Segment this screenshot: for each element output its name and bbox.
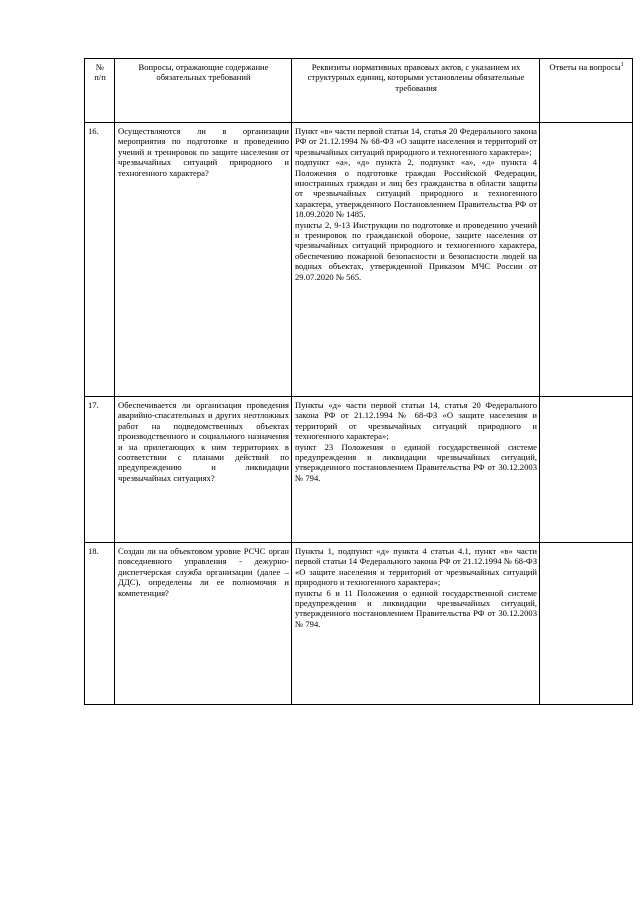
row-question: Обеспечивается ли организация проведения аварийно-спасательных и других неотложных работ на подведомственных объектах производственного и социального назначения и на прилегающих к ним территориях в соответствии с планами действий по предупреждению и ликвидации чрезвычайных ситуациях?	[115, 397, 292, 543]
header-number-line2: п/п	[94, 72, 106, 83]
requisite-paragraph: Пункт «в» части первой статьи 14, статья 20 Федерального закона РФ от 21.12.1994 № 68-ФЗ «О защите населения и территорий от чрезвычайных ситуаций природного и техногенного характера»;	[295, 126, 537, 157]
header-question: Вопросы, отражающие содержание обязательных требований	[115, 59, 292, 123]
table-row	[85, 123, 633, 397]
header-number-line1: №	[95, 62, 105, 72]
row-requisites	[292, 397, 540, 543]
row-question: Осуществляются ли в организации мероприятия по подготовке и проведению учений и тренировок по защите населения от чрезвычайных ситуаций природного и техногенного характера?	[115, 123, 292, 397]
header-answers-footnote: 1	[620, 62, 624, 69]
row-answer	[540, 543, 633, 705]
table-header-row	[85, 59, 633, 123]
requisite-paragraph: пункты 6 и 11 Положения о единой государственной системе предупреждения и ликвидации чрезвычайных ситуаций, утвержденного постановлением Правительства РФ от 30.12.2003 № 794.	[295, 587, 537, 629]
header-answers-label: Ответы на вопросы	[549, 62, 621, 72]
requisite-paragraph: Пункты 1, подпункт «д» пункта 4 статьи 4.1, пункт «в» части первой статьи 14 Федерального закона РФ от 21.12.1994 № 68-ФЗ «О защите населения и территорий от чрезвычайных ситуаций природного и техногенного характера»;	[295, 546, 537, 588]
row-number: 18.	[85, 543, 115, 705]
header-requisites: Реквизиты нормативных правовых актов, с указанием их структурных единиц, которыми установлены обязательные требования	[292, 59, 540, 123]
checklist-table	[84, 58, 633, 705]
requisite-paragraph: пункты 2, 9-13 Инструкции по подготовке и проведению учений и тренировок по гражданской обороне, защите населения от чрезвычайных ситуаций природного и техногенного характера, обеспечению пожарной безопасности и безопасности людей на водных объектах, утвержденной Приказом МЧС России от 29.07.2020 № 565.	[295, 219, 537, 282]
requisite-paragraph: пункт 23 Положения о единой государственной системе предупреждения и ликвидации чрезвычайных ситуаций, утвержденного постановлением Правительства РФ от 30.12.2003 № 794.	[295, 441, 537, 483]
row-number: 17.	[85, 397, 115, 543]
table-row	[85, 397, 633, 543]
row-answer	[540, 397, 633, 543]
row-number: 16.	[85, 123, 115, 397]
requisite-paragraph: Пункты «д» части первой статьи 14, статья 20 Федерального закона РФ от 21.12.1994 № 68-ФЗ «О защите населения и территорий от чрезвычайных ситуаций природного и техногенного характера»;	[295, 400, 537, 442]
row-requisites	[292, 543, 540, 705]
table-row	[85, 543, 633, 705]
row-question: Создан ли на объектовом уровне РСЧС орган повседневного управления - дежурно-диспетчерская служба организации (далее – ДДС), определены ли ее полномочия и компетенция?	[115, 543, 292, 705]
header-number	[85, 59, 115, 123]
row-answer	[540, 123, 633, 397]
header-answers	[540, 59, 633, 123]
requisite-paragraph: подпункт «а», «д» пункта 2, подпункт «а», «д» пункта 4 Положения о подготовке граждан Российской Федерации, иностранных граждан и лиц без гражданства в области защиты от чрезвычайных ситуаций природного и техногенного характера, утвержденного Постановлением Правительства РФ от 18.09.2020 № 1485.	[295, 157, 537, 220]
row-requisites	[292, 123, 540, 397]
